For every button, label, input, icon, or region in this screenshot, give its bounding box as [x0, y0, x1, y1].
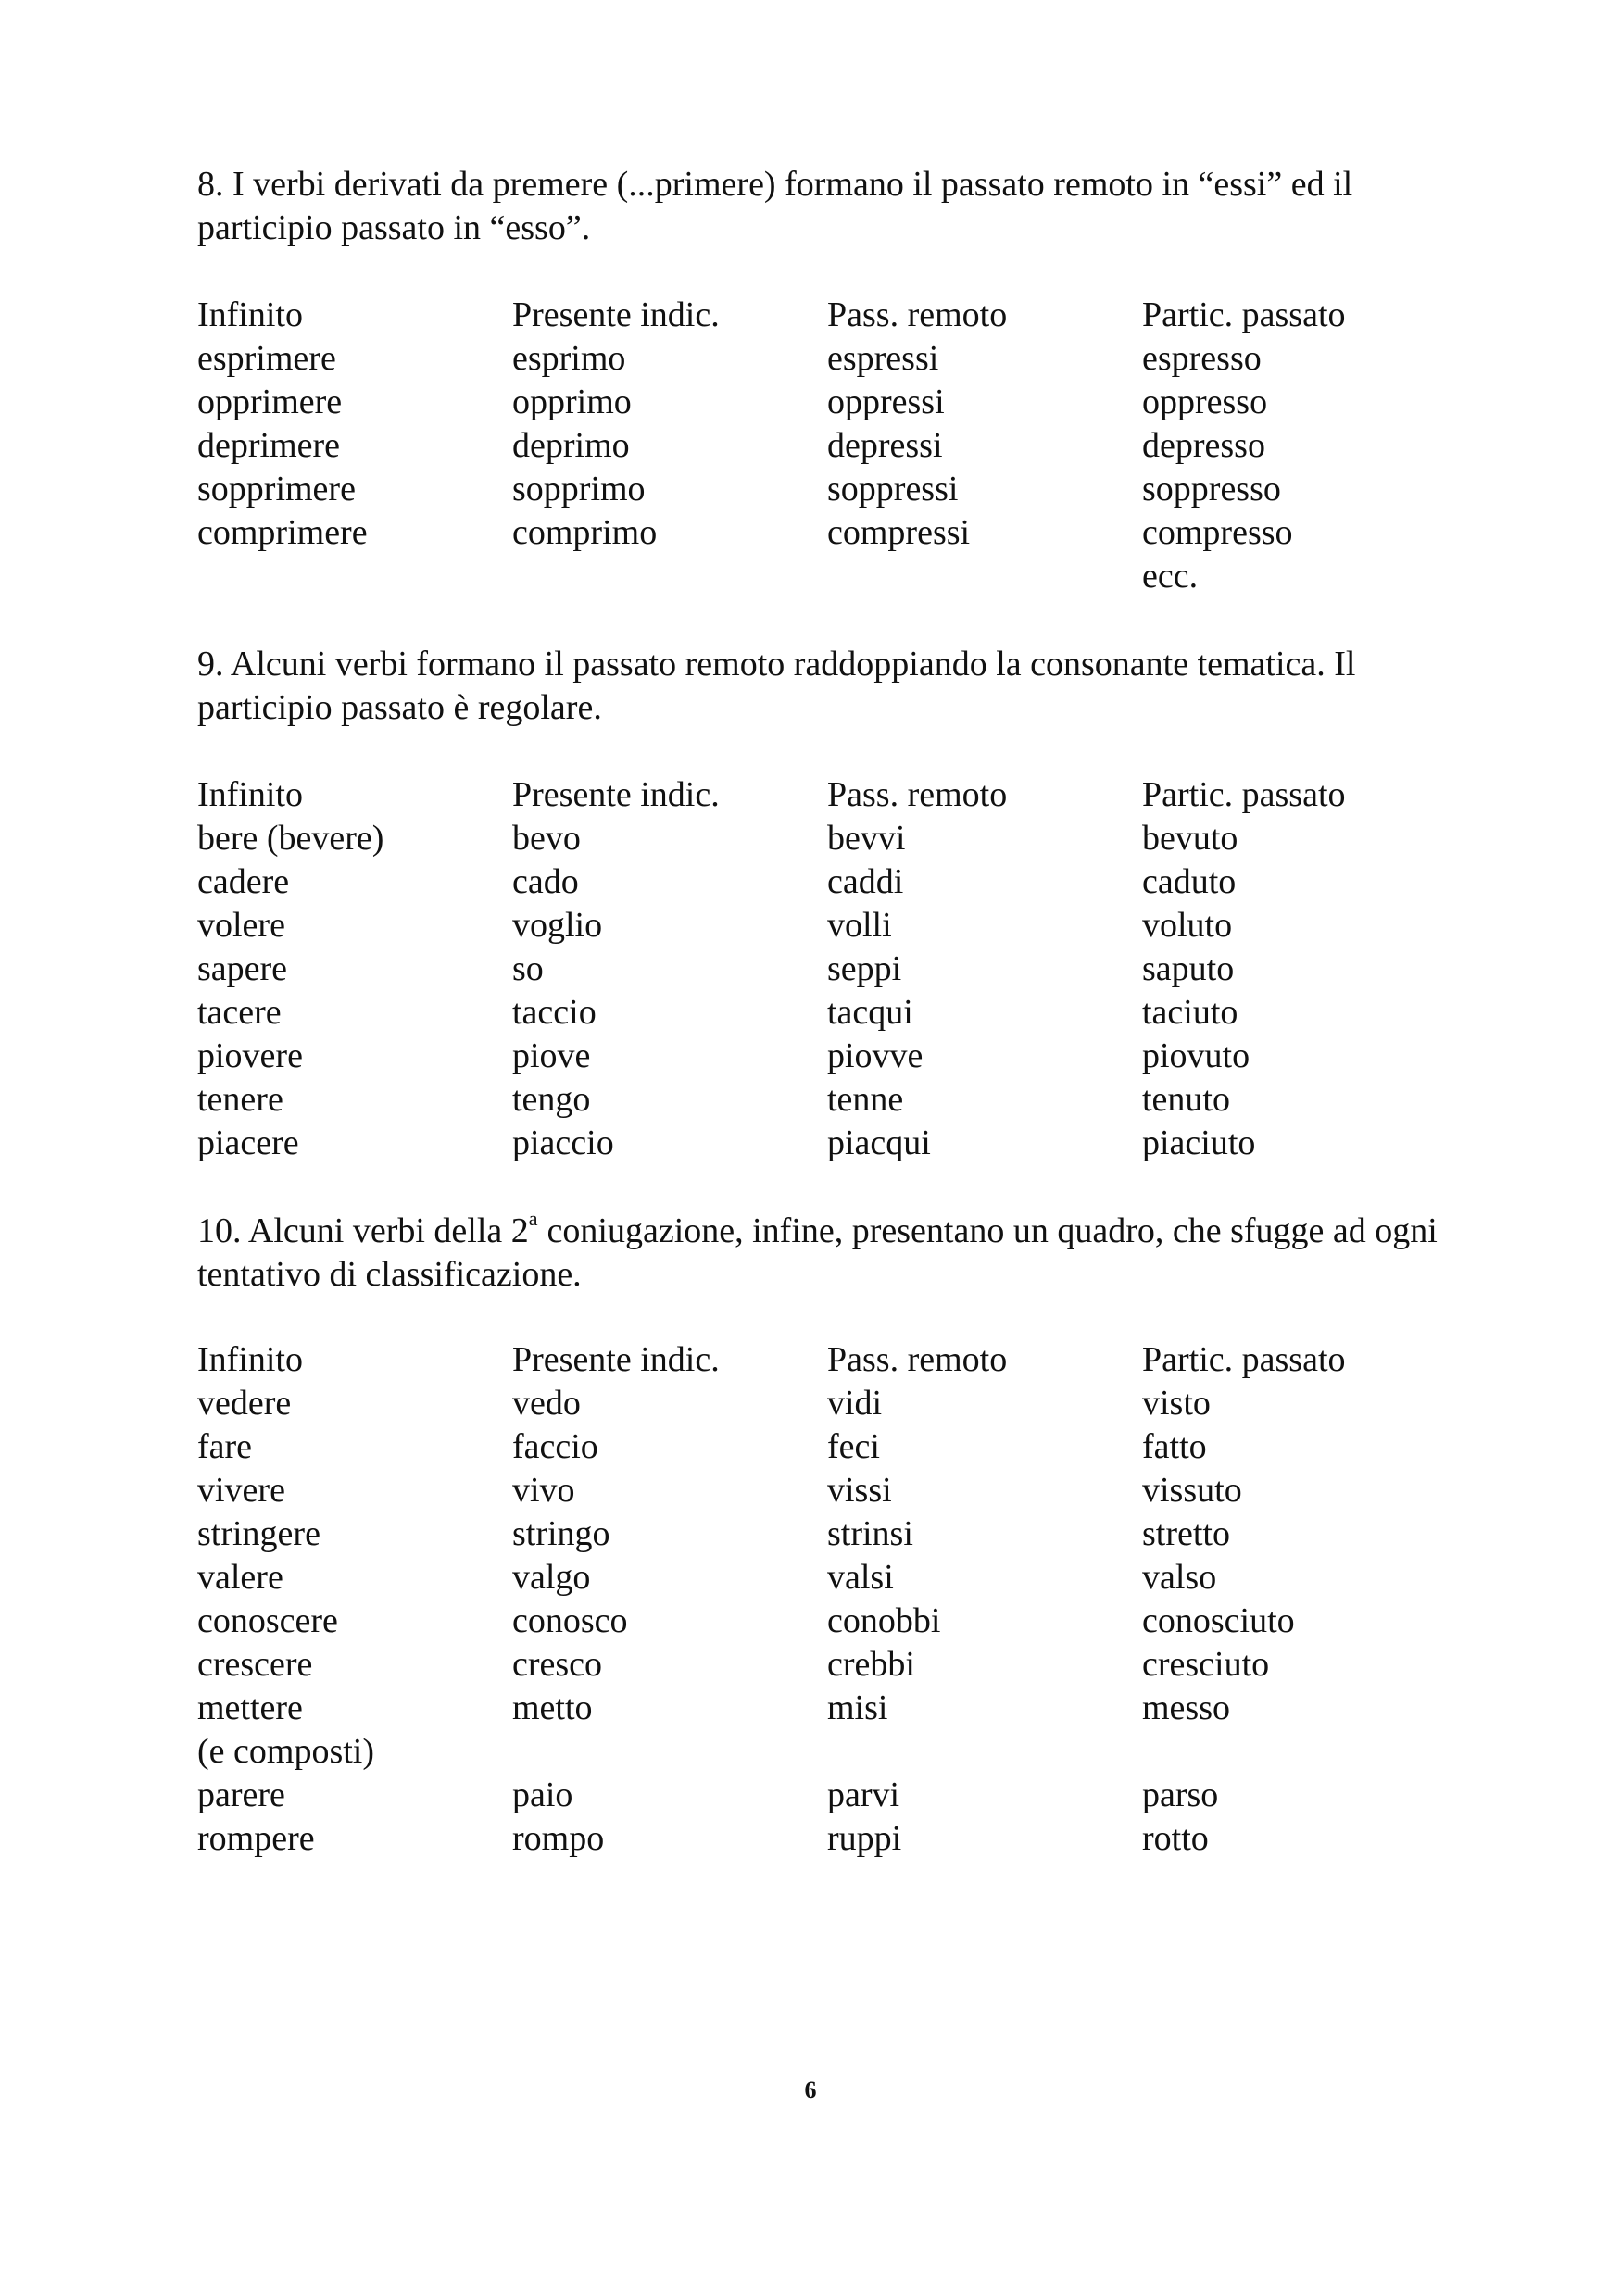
- table-row: [197, 1774, 1439, 1817]
- section-10-superscript: a: [528, 1207, 538, 1231]
- table-row: [197, 860, 1439, 904]
- header-pass-remoto: Pass. remoto: [827, 1340, 1008, 1379]
- section-10-paragraph: [197, 1207, 1439, 1297]
- cell-presente-indic: sopprimo: [512, 470, 646, 508]
- cell-presente-indic: stringo: [512, 1514, 610, 1553]
- header-pass-remoto: Pass. remoto: [827, 775, 1008, 814]
- cell-presente-indic: bevo: [512, 819, 581, 858]
- cell-partic-passato: piovuto: [1142, 1036, 1250, 1075]
- table-row: [197, 381, 1439, 424]
- cell-partic-passato: [1142, 1730, 1439, 1774]
- cell-infinito: fare: [197, 1427, 253, 1466]
- table-header-row: [197, 773, 1439, 817]
- cell-pass-remoto: vidi: [827, 1384, 883, 1423]
- header-presente: Presente indic.: [512, 295, 720, 334]
- cell-infinito: rompere: [197, 1819, 315, 1858]
- table-row: [197, 1643, 1439, 1687]
- table-row: [197, 904, 1439, 947]
- table-row: [197, 1078, 1439, 1122]
- cell-presente-indic: [512, 1730, 827, 1774]
- table-row: [197, 1556, 1439, 1600]
- cell-partic-passato: fatto: [1142, 1427, 1207, 1466]
- cell-infinito: piacere: [197, 1123, 299, 1162]
- cell-infinito: sapere: [197, 949, 288, 988]
- cell-partic-passato: messo: [1142, 1688, 1230, 1727]
- cell-pass-remoto: soppressi: [827, 470, 959, 508]
- header-pass-remoto: Pass. remoto: [827, 295, 1008, 334]
- cell-partic-passato: voluto: [1142, 906, 1233, 945]
- cell-partic-passato: tenuto: [1142, 1080, 1230, 1119]
- cell-presente-indic: [512, 555, 827, 598]
- cell-pass-remoto: piacqui: [827, 1123, 931, 1162]
- cell-pass-remoto: misi: [827, 1688, 888, 1727]
- cell-pass-remoto: parvi: [827, 1775, 900, 1814]
- cell-presente-indic: so: [512, 949, 544, 988]
- table-row: [197, 511, 1439, 555]
- cell-presente-indic: valgo: [512, 1558, 591, 1597]
- cell-infinito: cadere: [197, 862, 290, 901]
- cell-partic-passato: depresso: [1142, 426, 1265, 465]
- cell-pass-remoto: depressi: [827, 426, 943, 465]
- section-10-text-end: coniugazione, infine, presentano un quadro, che sfugge ad ogni tentativo di classificazione.: [197, 1211, 1438, 1294]
- cell-pass-remoto: [827, 555, 1142, 598]
- table-row: [197, 947, 1439, 991]
- cell-pass-remoto: ruppi: [827, 1819, 902, 1858]
- cell-infinito: vivere: [197, 1471, 285, 1510]
- cell-presente-indic: esprimo: [512, 339, 626, 378]
- table-row: [197, 1035, 1439, 1078]
- table-row: [197, 1122, 1439, 1165]
- cell-partic-passato: conosciuto: [1142, 1601, 1295, 1640]
- cell-infinito: tenere: [197, 1080, 283, 1119]
- cell-pass-remoto: compressi: [827, 513, 971, 552]
- table-row: [197, 817, 1439, 860]
- cell-presente-indic: rompo: [512, 1819, 605, 1858]
- cell-infinito: mettere: [197, 1688, 303, 1727]
- cell-pass-remoto: valsi: [827, 1558, 894, 1597]
- cell-presente-indic: opprimo: [512, 383, 632, 421]
- table-row: [197, 1382, 1439, 1425]
- cell-partic-passato: soppresso: [1142, 470, 1281, 508]
- cell-presente-indic: taccio: [512, 993, 597, 1032]
- page-number: 6: [804, 2076, 817, 2103]
- cell-pass-remoto: feci: [827, 1427, 880, 1466]
- cell-partic-passato: espresso: [1142, 339, 1262, 378]
- cell-presente-indic: cresco: [512, 1645, 603, 1684]
- cell-infinito: tacere: [197, 993, 282, 1032]
- section-8-paragraph: 8. I verbi derivati da premere (...primere) formano il passato remoto in “essi” ed il participio passato in “esso”.: [197, 165, 1353, 247]
- table-header-row: [197, 1338, 1439, 1382]
- cell-infinito: stringere: [197, 1514, 320, 1553]
- table-row: [197, 468, 1439, 511]
- cell-pass-remoto: tacqui: [827, 993, 913, 1032]
- section-10-text-start: 10. Alcuni verbi della 2: [197, 1211, 529, 1250]
- cell-presente-indic: piove: [512, 1036, 591, 1075]
- cell-partic-passato: parso: [1142, 1775, 1219, 1814]
- section-8-verb-table: [197, 294, 1439, 598]
- cell-infinito: parere: [197, 1775, 285, 1814]
- cell-partic-passato: rotto: [1142, 1819, 1209, 1858]
- cell-infinito: deprimere: [197, 426, 341, 465]
- section-9-verb-table: [197, 773, 1439, 1165]
- cell-partic-passato: vissuto: [1142, 1471, 1242, 1510]
- cell-pass-remoto: piovve: [827, 1036, 924, 1075]
- section-10-verb-table: [197, 1338, 1439, 1861]
- table-row: [197, 555, 1439, 598]
- cell-pass-remoto: bevvi: [827, 819, 906, 858]
- cell-infinito: valere: [197, 1558, 283, 1597]
- table-row: [197, 1469, 1439, 1512]
- cell-infinito: vedere: [197, 1384, 292, 1423]
- cell-pass-remoto: vissi: [827, 1471, 892, 1510]
- cell-presente-indic: voglio: [512, 906, 603, 945]
- header-partic-passato: Partic. passato: [1142, 1340, 1346, 1379]
- cell-pass-remoto: volli: [827, 906, 892, 945]
- table-row: [197, 1425, 1439, 1469]
- table-row: [197, 1687, 1439, 1730]
- cell-pass-remoto: [827, 1730, 1142, 1774]
- cell-presente-indic: vedo: [512, 1384, 581, 1423]
- cell-pass-remoto: tenne: [827, 1080, 904, 1119]
- cell-presente-indic: cado: [512, 862, 579, 901]
- cell-pass-remoto: conobbi: [827, 1601, 941, 1640]
- header-partic-passato: Partic. passato: [1142, 295, 1346, 334]
- cell-pass-remoto: caddi: [827, 862, 904, 901]
- header-infinito: Infinito: [197, 775, 303, 814]
- cell-partic-passato: stretto: [1142, 1514, 1230, 1553]
- cell-infinito: conoscere: [197, 1601, 338, 1640]
- cell-presente-indic: faccio: [512, 1427, 598, 1466]
- cell-infinito: comprimere: [197, 513, 368, 552]
- cell-infinito: crescere: [197, 1645, 313, 1684]
- cell-partic-passato: cresciuto: [1142, 1645, 1270, 1684]
- section-9-paragraph: 9. Alcuni verbi formano il passato remoto raddoppiando la consonante tematica. Il participio passato è regolare.: [197, 645, 1356, 727]
- cell-presente-indic: conosco: [512, 1601, 628, 1640]
- cell-presente-indic: piaccio: [512, 1123, 614, 1162]
- cell-infinito: (e composti): [197, 1732, 375, 1771]
- cell-infinito: [197, 555, 512, 598]
- cell-pass-remoto: espressi: [827, 339, 939, 378]
- cell-pass-remoto: seppi: [827, 949, 902, 988]
- cell-infinito: bere (bevere): [197, 819, 384, 858]
- cell-infinito: sopprimere: [197, 470, 356, 508]
- cell-partic-passato: compresso: [1142, 513, 1293, 552]
- table-row: [197, 991, 1439, 1035]
- cell-partic-passato: visto: [1142, 1384, 1211, 1423]
- cell-partic-passato: ecc.: [1142, 557, 1199, 596]
- table-row: [197, 337, 1439, 381]
- cell-presente-indic: deprimo: [512, 426, 630, 465]
- cell-presente-indic: paio: [512, 1775, 573, 1814]
- table-row: [197, 424, 1439, 468]
- cell-infinito: volere: [197, 906, 285, 945]
- header-presente: Presente indic.: [512, 775, 720, 814]
- cell-infinito: esprimere: [197, 339, 336, 378]
- table-row: [197, 1730, 1439, 1774]
- cell-partic-passato: saputo: [1142, 949, 1235, 988]
- cell-presente-indic: metto: [512, 1688, 593, 1727]
- cell-partic-passato: piaciuto: [1142, 1123, 1256, 1162]
- cell-partic-passato: valso: [1142, 1558, 1217, 1597]
- cell-presente-indic: tengo: [512, 1080, 591, 1119]
- header-infinito: Infinito: [197, 295, 303, 334]
- header-infinito: Infinito: [197, 1340, 303, 1379]
- cell-pass-remoto: crebbi: [827, 1645, 915, 1684]
- cell-infinito: piovere: [197, 1036, 303, 1075]
- table-row: [197, 1600, 1439, 1643]
- cell-pass-remoto: oppressi: [827, 383, 945, 421]
- cell-presente-indic: comprimo: [512, 513, 658, 552]
- table-header-row: [197, 294, 1439, 337]
- table-row: [197, 1512, 1439, 1556]
- cell-presente-indic: vivo: [512, 1471, 575, 1510]
- cell-partic-passato: oppresso: [1142, 383, 1268, 421]
- table-row: [197, 1817, 1439, 1861]
- cell-pass-remoto: strinsi: [827, 1514, 913, 1553]
- header-partic-passato: Partic. passato: [1142, 775, 1346, 814]
- cell-partic-passato: caduto: [1142, 862, 1237, 901]
- cell-partic-passato: bevuto: [1142, 819, 1238, 858]
- header-presente: Presente indic.: [512, 1340, 720, 1379]
- cell-infinito: opprimere: [197, 383, 343, 421]
- cell-partic-passato: taciuto: [1142, 993, 1238, 1032]
